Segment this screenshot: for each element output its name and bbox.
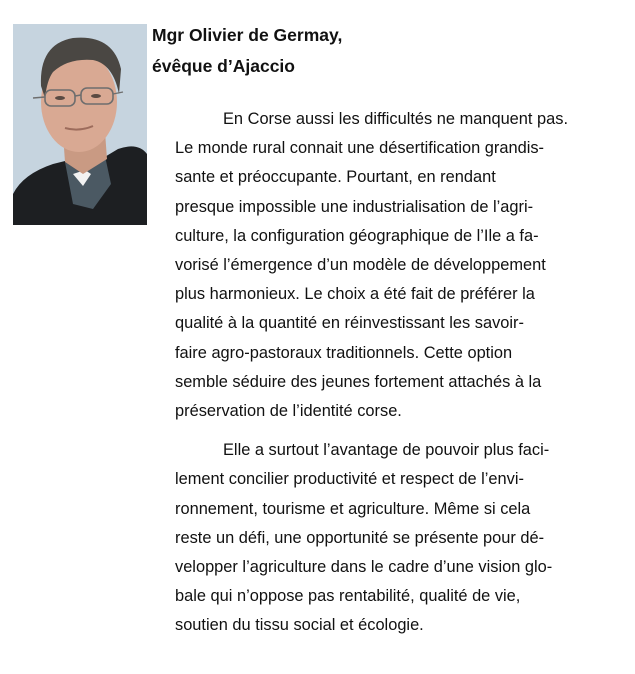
portrait-illustration bbox=[13, 24, 147, 225]
text-line: reste un défi, une opportunité se présente pour dé- bbox=[175, 528, 545, 547]
text-line: Elle a surtout l’avantage de pouvoir plus faci- bbox=[223, 441, 550, 460]
paragraph-1 bbox=[175, 105, 605, 426]
paragraph-2 bbox=[175, 436, 605, 640]
portrait-photo bbox=[13, 24, 147, 225]
text-line: vorisé l’émergence d’un modèle de développement bbox=[175, 256, 546, 275]
text-line: semble séduire des jeunes fortement attachés à la bbox=[175, 372, 542, 391]
author-header bbox=[152, 20, 342, 82]
text-line: culture, la configuration géographique de l’Ile a fa- bbox=[175, 226, 539, 245]
text-line: bale qui n’oppose pas rentabilité, qualité de vie, bbox=[175, 587, 521, 606]
text-line: velopper l’agriculture dans le cadre d’une vision glo- bbox=[175, 558, 553, 577]
author-title: évêque d’Ajaccio bbox=[152, 56, 295, 76]
text-line: plus harmonieux. Le choix a été fait de préférer la bbox=[175, 285, 535, 304]
text-line: ronnement, tourisme et agriculture. Même si cela bbox=[175, 499, 531, 518]
text-line: En Corse aussi les difficultés ne manquent pas. bbox=[223, 110, 569, 128]
text-line: sante et préoccupante. Pourtant, en rendant bbox=[175, 168, 496, 187]
text-line: Le monde rural connait une désertification grandis- bbox=[175, 139, 545, 158]
text-line: qualité à la quantité en réinvestissant les savoir- bbox=[175, 314, 524, 333]
text-line: lement concilier productivité et respect de l’envi- bbox=[175, 470, 524, 489]
author-name: Mgr Olivier de Germay, bbox=[152, 25, 343, 45]
text-line: soutien du tissu social et écologie. bbox=[175, 616, 424, 635]
text-line: préservation de l’identité corse. bbox=[175, 402, 402, 421]
text-line: faire agro-pastoraux traditionnels. Cette option bbox=[175, 343, 513, 362]
article-body bbox=[175, 105, 605, 641]
text-line: presque impossible une industrialisation de l’agri- bbox=[175, 197, 534, 216]
